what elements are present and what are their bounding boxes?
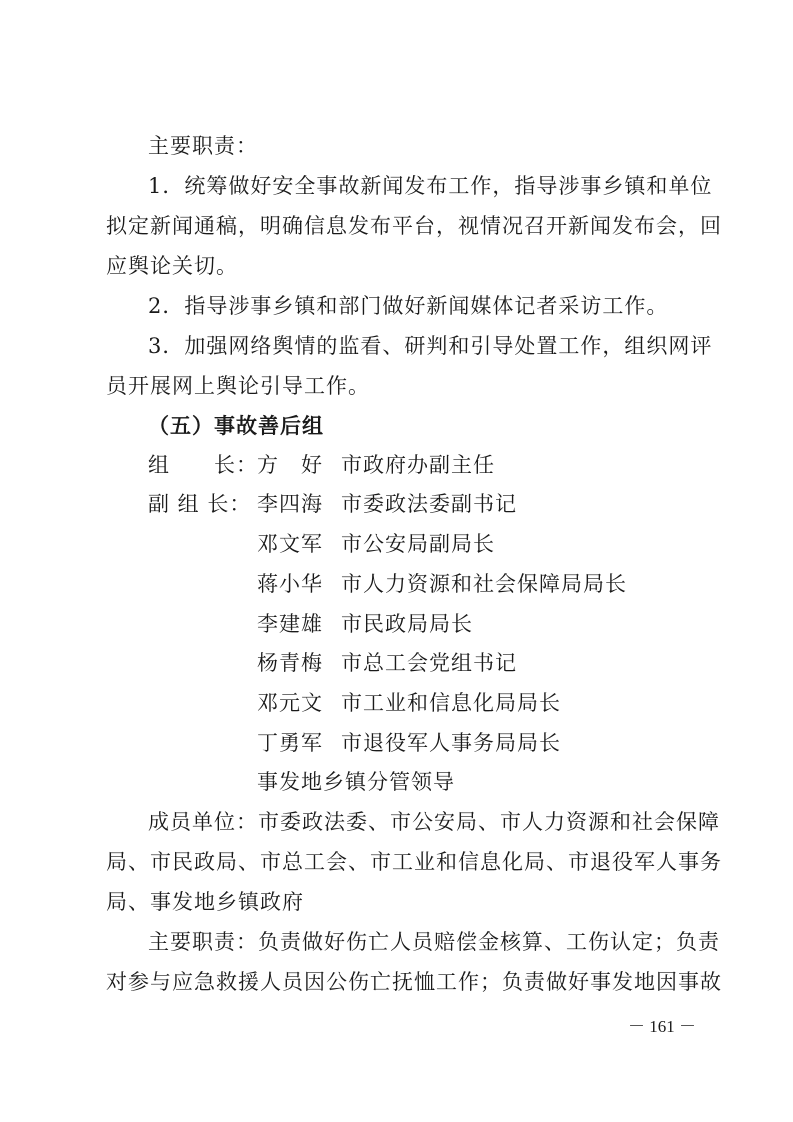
members-line-2: 局、市民政局、市总工会、市工业和信息化局、市退役军人事务: [106, 850, 722, 874]
deputy-title: 市总工会党组书记: [341, 651, 517, 675]
deputy-title: 市公安局副局长: [341, 532, 495, 556]
duties-heading: 主要职责：: [148, 134, 258, 158]
leader-title: 市政府办副主任: [341, 453, 495, 477]
group-duties-line-2: 对参与应急救援人员因公伤亡抚恤工作；负责做好事发地因事故: [106, 970, 722, 994]
deputy-name: 蒋小华: [257, 572, 323, 596]
deputy-name: 丁勇军: [257, 731, 323, 755]
deputy-name: 邓文军: [257, 532, 323, 556]
duty-line-3: 应舆论关切。: [106, 254, 238, 278]
deputy-title: 市人力资源和社会保障局局长: [341, 572, 627, 596]
deputy-name: 杨青梅: [257, 651, 323, 675]
leader-name: 方 好: [257, 453, 323, 477]
duty-line-4: 2．指导涉事乡镇和部门做好新闻媒体记者采访工作。: [148, 294, 669, 318]
duty-line-2: 拟定新闻通稿，明确信息发布平台，视情况召开新闻发布会，回: [106, 214, 722, 238]
leader-label: 组 长：: [148, 453, 258, 477]
group-duties-line-1: 主要职责：负责做好伤亡人员赔偿金核算、工伤认定；负责: [148, 930, 720, 954]
members-line-1: 成员单位：市委政法委、市公安局、市人力资源和社会保障: [148, 810, 720, 834]
deputy-title: 市工业和信息化局局长: [341, 691, 561, 715]
page-number: － 161 －: [628, 1017, 696, 1036]
deputy-title: 市委政法委副书记: [341, 492, 517, 516]
group-heading: （五）事故善后组: [148, 413, 324, 438]
members-line-3: 局、事发地乡镇政府: [106, 890, 304, 914]
deputy-title: 市退役军人事务局局长: [341, 731, 561, 755]
duty-line-5: 3．加强网络舆情的监看、研判和引导处置工作，组织网评: [148, 334, 713, 358]
duty-line-1: 1．统筹做好安全事故新闻发布工作，指导涉事乡镇和单位: [148, 174, 713, 198]
duty-line-6: 员开展网上舆论引导工作。: [106, 374, 370, 398]
deputy-label: 副 组 长：: [148, 492, 252, 516]
deputy-name: 李建雄: [257, 612, 323, 636]
deputy-name: 邓元文: [257, 691, 323, 715]
deputy-name: 李四海: [257, 492, 323, 516]
deputy-title: 市民政局局长: [341, 612, 473, 636]
extra-deputy: 事发地乡镇分管领导: [257, 770, 455, 794]
